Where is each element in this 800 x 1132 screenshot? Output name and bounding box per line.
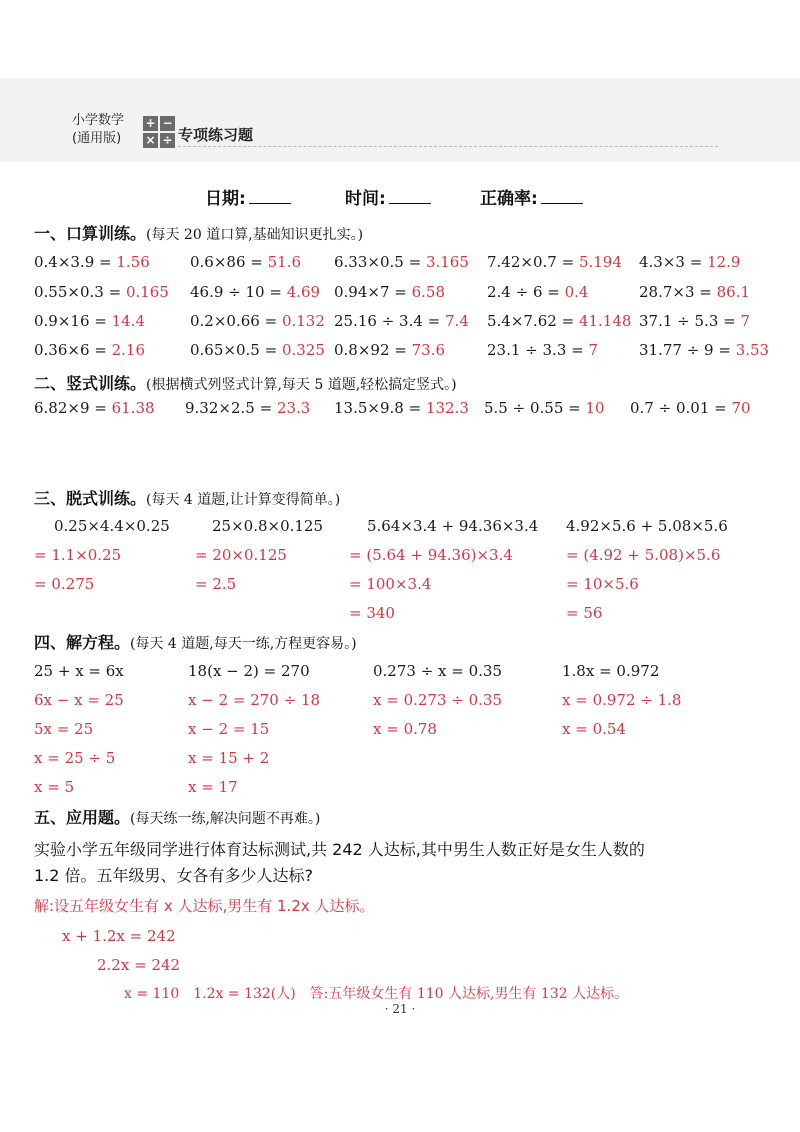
equation-step: x = 15 + 2 — [188, 749, 270, 767]
mental-math-item — [334, 340, 445, 360]
stepwise-step: = 1.1×0.25 — [34, 546, 122, 564]
question: 6.82×9 = — [34, 399, 112, 417]
vertical-calc-item — [34, 398, 155, 418]
answer: 3.53 — [735, 341, 770, 359]
equation-question: 25 + x = 6x — [34, 662, 124, 680]
question: 0.8×92 = — [334, 341, 412, 359]
solution-line-4: x = 110 1.2x = 132(人) 答:五年级女生有 110 人达标,男生有 132 人达标。 — [124, 986, 629, 1002]
question: 0.4×3.9 = — [34, 253, 117, 271]
question: 0.65×0.5 = — [190, 341, 282, 359]
question: 28.7×3 = — [639, 283, 717, 301]
solution-line-1: 解:设五年级女生有 x 人达标,男生有 1.2x 人达标。 — [34, 897, 375, 915]
answer: 1.56 — [116, 253, 150, 271]
stepwise-question: 25×0.8×0.125 — [212, 517, 324, 535]
answer: 73.6 — [411, 341, 446, 359]
equation-step: x = 0.78 — [373, 720, 437, 738]
accuracy-blank[interactable] — [541, 189, 583, 204]
mental-math-item — [487, 311, 631, 331]
page-top-margin — [0, 0, 800, 78]
equation-step: x = 0.972 ÷ 1.8 — [562, 691, 682, 709]
equation-step: x = 5 — [34, 778, 75, 796]
answer: 12.9 — [707, 253, 741, 271]
question: 0.94×7 = — [334, 283, 412, 301]
stepwise-step: = 10×5.6 — [566, 575, 639, 593]
time-field: 时间: — [345, 184, 431, 209]
mental-math-item — [190, 282, 320, 302]
question: 5.5 ÷ 0.55 = — [484, 399, 586, 417]
mental-math-item — [639, 340, 769, 360]
series-label — [72, 112, 124, 148]
equation-step: x = 25 ÷ 5 — [34, 749, 116, 767]
mental-math-item — [190, 340, 325, 360]
mental-math-item — [639, 282, 750, 302]
answer: 3.165 — [425, 253, 469, 271]
stepwise-question: 5.64×3.4 + 94.36×3.4 — [367, 517, 539, 535]
date-blank[interactable] — [249, 189, 291, 204]
question: 2.4 ÷ 6 = — [487, 283, 565, 301]
question: 25.16 ÷ 3.4 = — [334, 312, 446, 330]
answer: 7 — [588, 341, 599, 359]
stepwise-step: = (4.92 + 5.08)×5.6 — [566, 546, 721, 564]
question: 5.4×7.62 = — [487, 312, 579, 330]
question: 7.42×0.7 = — [487, 253, 579, 271]
accuracy-field: 正确率: — [480, 184, 583, 209]
answer: 7.4 — [445, 312, 469, 330]
question: 13.5×9.8 = — [334, 399, 426, 417]
header-title: 专项练习题 — [178, 126, 254, 144]
stepwise-step: = 340 — [349, 604, 395, 622]
answer: 51.6 — [267, 253, 302, 271]
equation-step: x − 2 = 270 ÷ 18 — [188, 691, 321, 709]
section-stepwise-heading: 三、脱式训练。(每天 4 道题,让计算变得简单。) — [34, 489, 341, 508]
mental-math-item — [34, 252, 150, 272]
mental-math-item — [190, 311, 325, 331]
question: 31.77 ÷ 9 = — [639, 341, 736, 359]
section-vertical-heading: 二、竖式训练。(根据横式列竖式计算,每天 5 道题,轻松搞定竖式。) — [34, 374, 457, 393]
answer: 7 — [740, 312, 751, 330]
plus-icon: + — [143, 116, 158, 131]
question: 23.1 ÷ 3.3 = — [487, 341, 589, 359]
question: 0.36×6 = — [34, 341, 112, 359]
stepwise-step: = 56 — [566, 604, 603, 622]
equation-step: 5x = 25 — [34, 720, 94, 738]
stepwise-step: = 2.5 — [195, 575, 237, 593]
answer: 0.132 — [281, 312, 325, 330]
question: 0.55×0.3 = — [34, 283, 126, 301]
mental-math-item — [487, 340, 598, 360]
answer: 10 — [585, 399, 605, 417]
mental-math-item — [34, 340, 145, 360]
mental-math-item — [639, 311, 750, 331]
vertical-calc-item — [484, 398, 605, 418]
answer: 5.194 — [578, 253, 622, 271]
answer: 132.3 — [425, 399, 469, 417]
mental-math-item — [487, 282, 588, 302]
answer: 0.165 — [125, 283, 169, 301]
question: 0.9×16 = — [34, 312, 112, 330]
mental-math-item — [487, 252, 622, 272]
answer: 70 — [731, 399, 751, 417]
mental-math-item — [334, 311, 469, 331]
answer: 14.4 — [111, 312, 146, 330]
mental-math-item — [34, 311, 145, 331]
question: 9.32×2.5 = — [185, 399, 277, 417]
equation-question: 0.273 ÷ x = 0.35 — [373, 662, 503, 680]
operators-logo — [143, 116, 175, 150]
header-divider — [178, 146, 718, 147]
stepwise-step: = 0.275 — [34, 575, 95, 593]
stepwise-question: 0.25×4.4×0.25 — [54, 517, 170, 535]
answer: 4.69 — [286, 283, 321, 301]
section-equations-heading: 四、解方程。(每天 4 道题,每天一练,方程更容易。) — [34, 633, 357, 652]
solution-line-3: 2.2x = 242 — [97, 956, 181, 974]
mental-math-item — [334, 252, 469, 272]
minus-icon: − — [160, 116, 175, 131]
equation-step: x = 0.54 — [562, 720, 626, 738]
question: 46.9 ÷ 10 = — [190, 283, 287, 301]
stepwise-step: = 20×0.125 — [195, 546, 287, 564]
series-name: 小学数学 — [72, 113, 125, 128]
question: 6.33×0.5 = — [334, 253, 426, 271]
stepwise-question: 4.92×5.6 + 5.08×5.6 — [566, 517, 728, 535]
answer: 41.148 — [578, 312, 632, 330]
equation-question: 1.8x = 0.972 — [562, 662, 660, 680]
series-edition: (通用版) — [72, 131, 122, 146]
page-number: · 21 · — [384, 1002, 416, 1016]
vertical-calc-item — [630, 398, 751, 418]
equation-step: 6x − x = 25 — [34, 691, 124, 709]
solution-line-2: x + 1.2x = 242 — [62, 927, 176, 945]
answer: 2.16 — [111, 341, 146, 359]
answer: 6.58 — [411, 283, 446, 301]
section-word-problem-heading: 五、应用题。(每天练一练,解决问题不再难。) — [34, 808, 321, 827]
vertical-calc-item — [334, 398, 469, 418]
stepwise-step: = (5.64 + 94.36)×3.4 — [349, 546, 513, 564]
time-blank[interactable] — [389, 189, 431, 204]
divide-icon: ÷ — [160, 133, 175, 148]
answer: 0.4 — [564, 283, 589, 301]
question: 4.3×3 = — [639, 253, 708, 271]
question: 0.6×86 = — [190, 253, 268, 271]
word-problem-line-2: 1.2 倍。五年级男、女各有多少人达标? — [34, 866, 314, 885]
answer: 61.38 — [111, 399, 155, 417]
equation-step: x − 2 = 15 — [188, 720, 270, 738]
mental-math-item — [190, 252, 301, 272]
question: 0.2×0.66 = — [190, 312, 282, 330]
mental-math-item — [34, 282, 169, 302]
mental-math-item — [639, 252, 740, 272]
equation-step: x = 17 — [188, 778, 238, 796]
equation-question: 18(x − 2) = 270 — [188, 662, 310, 680]
answer: 23.3 — [276, 399, 311, 417]
vertical-calc-item — [185, 398, 310, 418]
word-problem-line-1: 实验小学五年级同学进行体育达标测试,共 242 人达标,其中男生人数正好是女生人数的 — [34, 840, 645, 859]
question: 0.7 ÷ 0.01 = — [630, 399, 732, 417]
date-field: 日期: — [205, 184, 291, 209]
stepwise-step: = 100×3.4 — [349, 575, 432, 593]
times-icon: × — [143, 133, 158, 148]
question: 37.1 ÷ 5.3 = — [639, 312, 741, 330]
answer: 86.1 — [716, 283, 751, 301]
section-mental-math-heading: 一、口算训练。(每天 20 道口算,基础知识更扎实。) — [34, 224, 364, 243]
answer: 0.325 — [281, 341, 325, 359]
mental-math-item — [334, 282, 445, 302]
equation-step: x = 0.273 ÷ 0.35 — [373, 691, 503, 709]
